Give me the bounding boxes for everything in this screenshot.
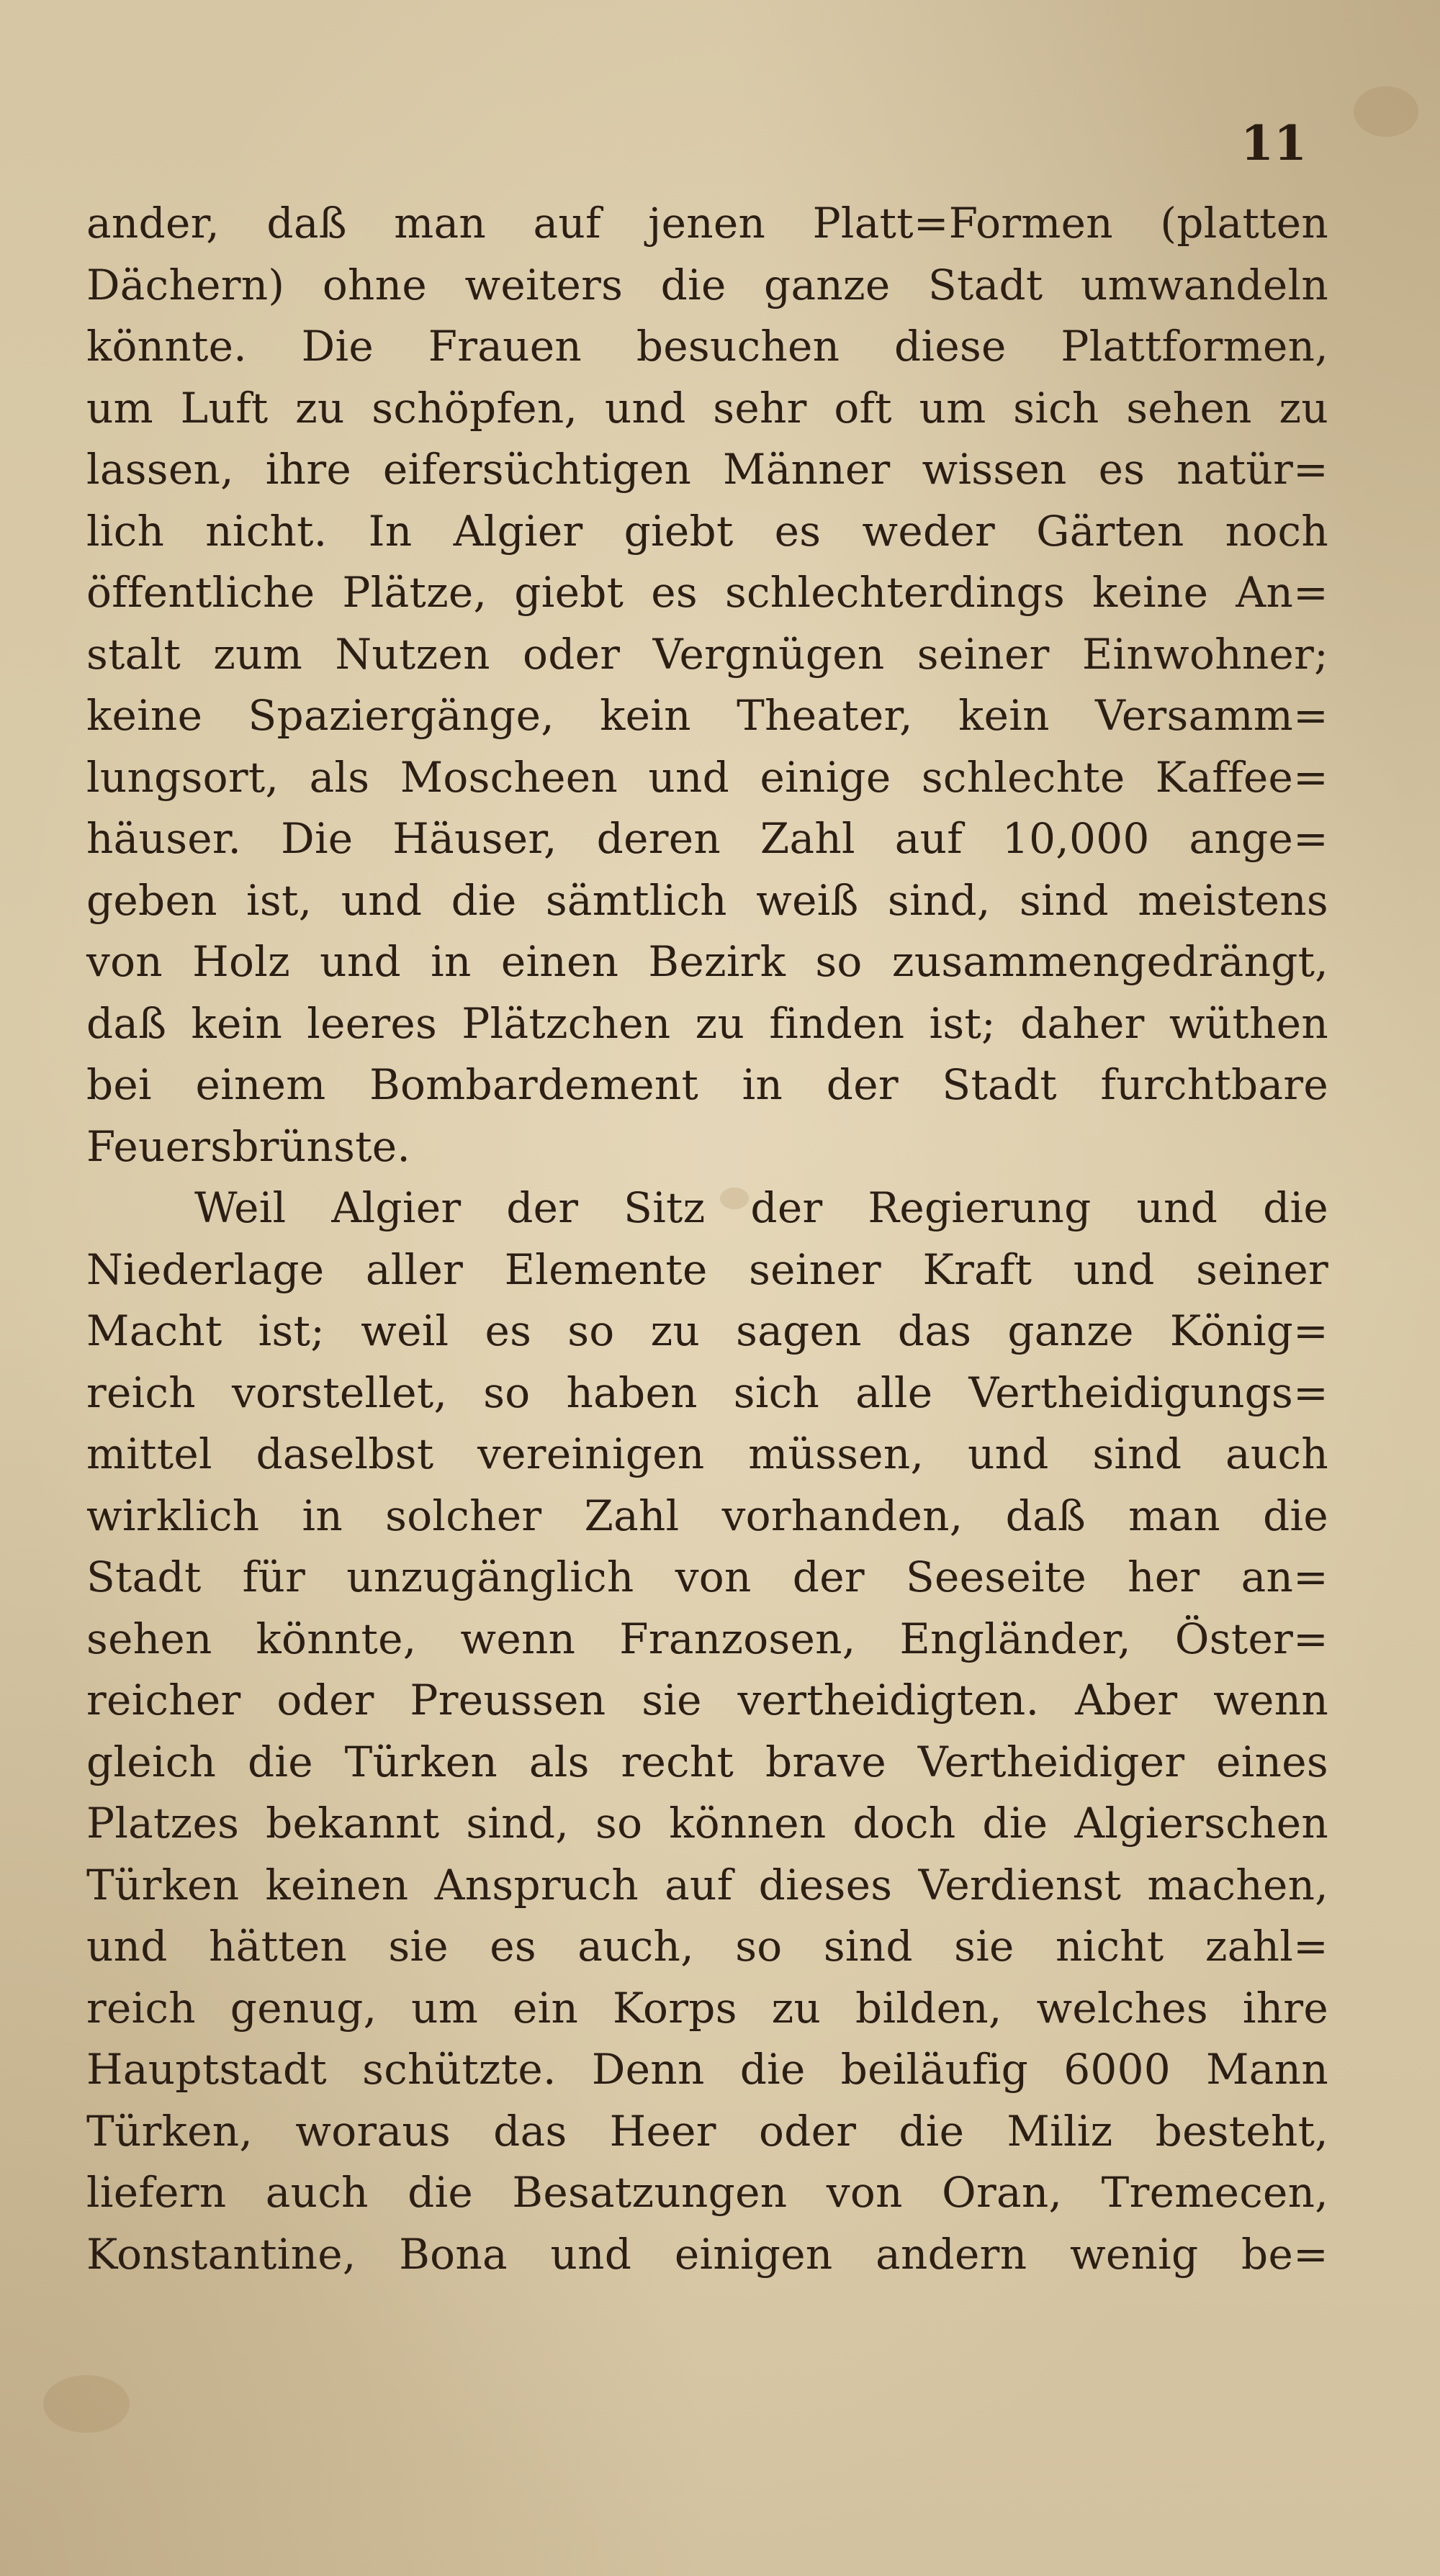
text-line: gleich die Türken als recht brave Vertheidiger eines — [86, 1737, 1328, 1786]
text-line: reich vorstellet, so haben sich alle Vertheidigungs= — [86, 1368, 1328, 1417]
text-line: bei einem Bombardement in der Stadt furchtbare — [86, 1060, 1328, 1109]
text-line: könnte. Die Frauen besuchen diese Plattformen, — [86, 322, 1328, 371]
text-line: geben ist, und die sämtlich weiß sind, sind meistens — [86, 875, 1328, 925]
text-line: liefern auch die Besatzungen von Oran, Tremecen, — [86, 2168, 1328, 2217]
text-line: daß kein leeres Plätzchen zu finden ist; daher wüthen — [86, 998, 1328, 1048]
text-line: reicher oder Preussen sie vertheidigten. Aber wenn — [86, 1676, 1328, 1725]
text-line: Feuersbrünste. — [86, 1121, 411, 1171]
text-line: um Luft zu schöpfen, und sehr oft um sich sehen zu — [86, 383, 1328, 433]
text-line: wirklich in solcher Zahl vorhanden, daß man die — [86, 1491, 1328, 1540]
text-line: häuser. Die Häuser, deren Zahl auf 10,000 ange= — [86, 814, 1328, 863]
text-line: öffentliche Plätze, giebt es schlechterdings keine An= — [86, 568, 1328, 617]
text-line: Konstantine, Bona und einigen andern wenig be= — [86, 2229, 1328, 2279]
body-text — [86, 193, 1328, 2285]
text-line: Platzes bekannt sind, so können doch die Algierschen — [86, 1799, 1328, 1848]
text-line: reich genug, um ein Korps zu bilden, welches ihre — [86, 1983, 1328, 2033]
text-line: lassen, ihre eifersüchtigen Männer wissen es natür= — [86, 445, 1328, 494]
text-line: Hauptstadt schützte. Denn die beiläufig 6000 Mann — [86, 2045, 1328, 2094]
text-line: Niederlage aller Elemente seiner Kraft und seiner — [86, 1244, 1328, 1294]
text-line: Stadt für unzugänglich von der Seeseite her an= — [86, 1553, 1328, 1601]
text-line: keine Spaziergänge, kein Theater, kein Versamm= — [86, 691, 1328, 740]
text-line: von Holz und in einen Bezirk so zusammengedrängt, — [86, 937, 1328, 986]
text-line: und hätten sie es auch, so sind sie nicht zahl= — [86, 1922, 1328, 1971]
paper-stain — [43, 2375, 130, 2433]
text-line: ander, daß man auf jenen Platt=Formen (platten — [86, 199, 1328, 248]
text-line: Macht ist; weil es so zu sagen das ganze König= — [86, 1306, 1328, 1355]
paper-stain — [1354, 86, 1418, 137]
text-line: Türken keinen Anspruch auf dieses Verdienst machen, — [86, 1860, 1328, 1910]
text-line: lungsort, als Moscheen und einige schlechte Kaffee= — [86, 752, 1328, 802]
page-number: 11 — [1241, 115, 1307, 171]
text-line: Dächern) ohne weiters die ganze Stadt umwandeln — [86, 260, 1328, 309]
text-line: lich nicht. In Algier giebt es weder Gärten noch — [86, 506, 1328, 556]
text-line: stalt zum Nutzen oder Vergnügen seiner Einwohner; — [86, 629, 1328, 679]
text-line: Weil Algier der Sitz der Regierung und die — [194, 1183, 1328, 1232]
text-line: Türken, woraus das Heer oder die Miliz besteht, — [86, 2106, 1328, 2156]
paragraph-2 — [86, 1178, 1328, 2285]
text-line: mittel daselbst vereinigen müssen, und sind auch — [86, 1429, 1328, 1478]
text-line: sehen könnte, wenn Franzosen, Engländer, Öster= — [86, 1614, 1328, 1663]
paragraph-1 — [86, 193, 1328, 1178]
